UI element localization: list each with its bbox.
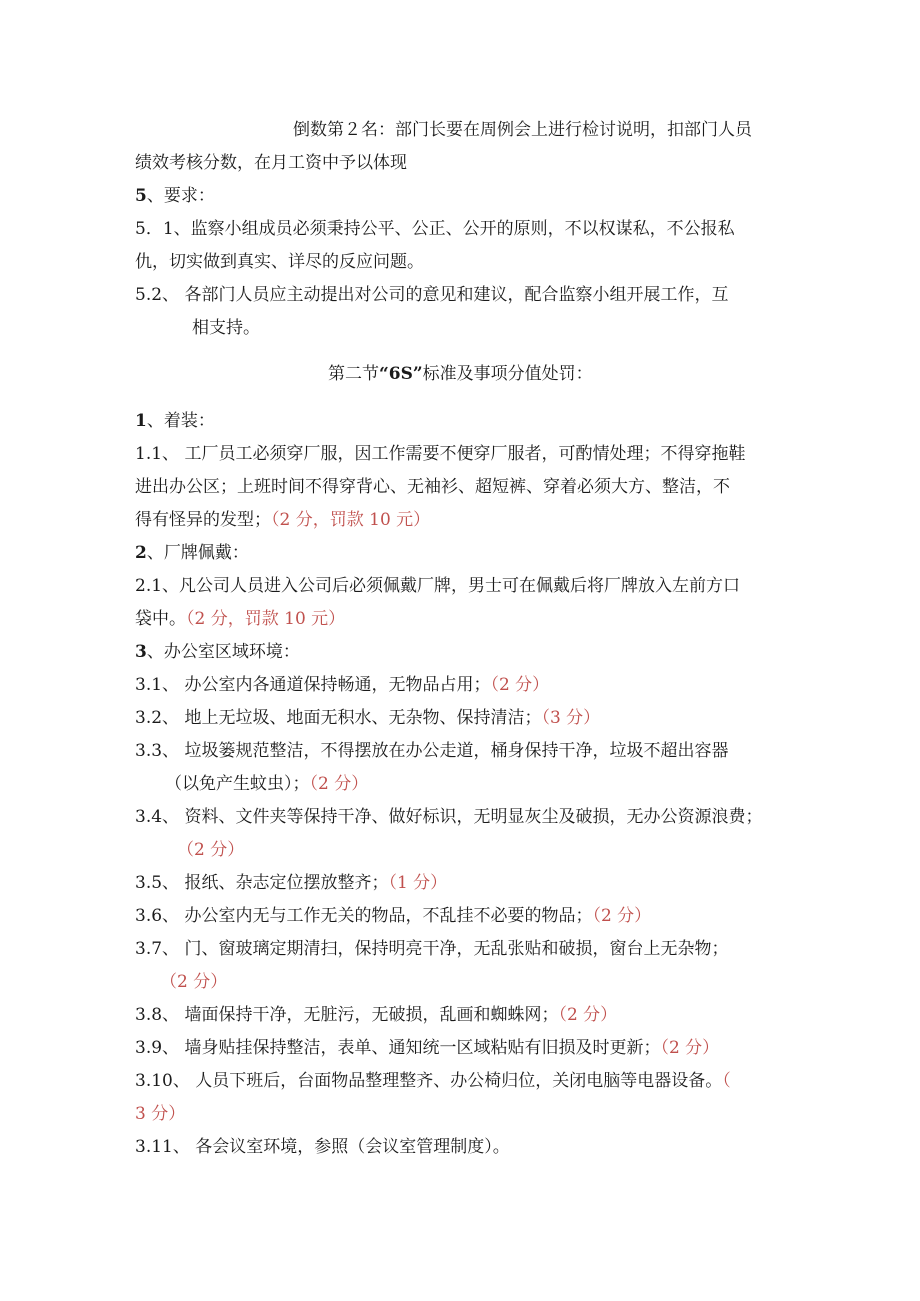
body-text: 3.11、 各会议室环境，参照（会议室管理制度）。 <box>135 1137 510 1157</box>
heading-1-dress <box>135 413 215 430</box>
body-text: 得有怪异的发型； <box>135 510 271 530</box>
body-text: 3.10、 人员下班后，台面物品整理整齐、办公椅归位，关闭电脑等电器设备。 <box>135 1071 723 1091</box>
para-p31 <box>135 1139 510 1156</box>
heading-3-office <box>135 644 300 661</box>
para-p22 <box>177 842 244 859</box>
body-text: 3.2、 地上无垃圾、地面无积水、无杂物、保持清洁； <box>135 708 542 728</box>
body-text: 标准及事项分值处罚： <box>422 364 593 384</box>
body-text: 仇，切实做到真实、详尽的反应问题。 <box>135 252 424 272</box>
body-text: 相支持。 <box>192 318 260 338</box>
score-penalty-text: （2 分） <box>558 1005 618 1025</box>
score-penalty-text: （1 分） <box>388 873 448 893</box>
body-text: 5．1、监察小组成员必须秉持公平、公正、公开的原则，不以权谋私，不公报私 <box>135 219 735 239</box>
body-text: 2.1、凡公司人员进入公司后必须佩戴厂牌，男士可在佩戴后将厂牌放入左前方口 <box>135 576 741 596</box>
body-text: 袋中。 <box>135 609 186 629</box>
bold-number-text: 1 <box>135 411 147 431</box>
para-p01 <box>293 122 752 139</box>
bold-number-text: “6S” <box>379 364 423 384</box>
score-penalty-text: 3 分） <box>135 1104 186 1124</box>
score-penalty-text: （3 分） <box>541 708 601 728</box>
para-p07 <box>192 320 260 337</box>
para-p30 <box>135 1106 185 1123</box>
para-p23 <box>135 875 447 892</box>
score-penalty-text: （2 分，罚款 10 元） <box>271 510 431 530</box>
body-text: 3.4、 资料、文件夹等保持干净、做好标识，无明显灰尘及破损，无办公资源浪费； <box>135 807 763 827</box>
para-p20 <box>165 776 368 793</box>
para-p06 <box>135 287 728 304</box>
body-text: 3.1、 办公室内各通道保持畅通，无物品占用； <box>135 675 491 695</box>
para-p15 <box>135 611 345 628</box>
para-p19 <box>135 743 728 760</box>
bold-number-text: 3 <box>135 642 147 662</box>
heading-2-badge <box>135 545 249 562</box>
score-penalty-text: （2 分） <box>177 840 245 860</box>
para-p28 <box>135 1040 719 1057</box>
section-title <box>328 366 593 383</box>
body-text: 、办公室区域环境： <box>146 642 300 662</box>
para-p27 <box>135 1007 617 1024</box>
para-p05 <box>135 254 424 271</box>
para-p18 <box>135 710 600 727</box>
para-p17 <box>135 677 549 694</box>
body-text: 进出办公区；上班时间不得穿背心、无袖衫、超短裤、穿着必须大方、整洁，不 <box>135 477 730 497</box>
body-text: 3.8、 墙面保持干净，无脏污，无破损，乱画和蜘蛛网； <box>135 1005 559 1025</box>
para-p25 <box>135 941 728 958</box>
body-text: 绩效考核分数，在月工资中予以体现 <box>135 153 407 173</box>
body-text: 倒数第２名：部门长要在周例会上进行检讨说明，扣部门人员 <box>293 120 752 140</box>
body-text: 、要求： <box>146 186 215 206</box>
para-p02 <box>135 155 407 172</box>
body-text: 3.5、 报纸、杂志定位摆放整齐； <box>135 873 389 893</box>
para-p29 <box>135 1073 731 1090</box>
para-p12 <box>135 512 430 529</box>
body-text: 3.9、 墙身贴挂保持整洁，表单、通知统一区域粘贴有旧损及时更新； <box>135 1038 661 1058</box>
score-penalty-text: （2 分） <box>592 906 652 926</box>
body-text: 3.7、 门、窗玻璃定期清扫，保持明亮干净，无乱张贴和破损，窗台上无杂物； <box>135 939 729 959</box>
body-text: 5.2、 各部门人员应主动提出对公司的意见和建议，配合监察小组开展工作，互 <box>135 285 729 305</box>
score-penalty-text: （2 分） <box>660 1038 720 1058</box>
body-text: 第二节 <box>328 364 379 384</box>
para-p24 <box>135 908 651 925</box>
bold-number-text: 2 <box>135 543 147 563</box>
body-text: 3.3、 垃圾篓规范整洁，不得摆放在办公走道，桶身保持干净，垃圾不超出容器 <box>135 741 729 761</box>
body-text: 1.1、 工厂员工必须穿厂服，因工作需要不便穿厂服者，可酌情处理；不得穿拖鞋 <box>135 444 746 464</box>
para-p11 <box>135 479 730 496</box>
body-text: 3.6、 办公室内无与工作无关的物品，不乱挂不必要的物品； <box>135 906 593 926</box>
para-p26 <box>160 974 227 991</box>
body-text: 、着装： <box>146 411 215 431</box>
score-penalty-text: （2 分，罚款 10 元） <box>186 609 346 629</box>
score-penalty-text: （2 分） <box>160 972 228 992</box>
bold-number-text: 5 <box>135 186 147 206</box>
score-penalty-text: （2 分） <box>309 774 369 794</box>
heading-5-requirements <box>135 188 215 205</box>
score-penalty-text: （2 分） <box>490 675 550 695</box>
body-text: 、厂牌佩戴： <box>146 543 249 563</box>
para-p10 <box>135 446 745 463</box>
para-p21 <box>135 809 762 826</box>
body-text: （以免产生蚊虫）； <box>165 774 310 794</box>
para-p04 <box>135 221 735 238</box>
score-penalty-text: （ <box>722 1071 731 1091</box>
para-p14 <box>135 578 740 595</box>
